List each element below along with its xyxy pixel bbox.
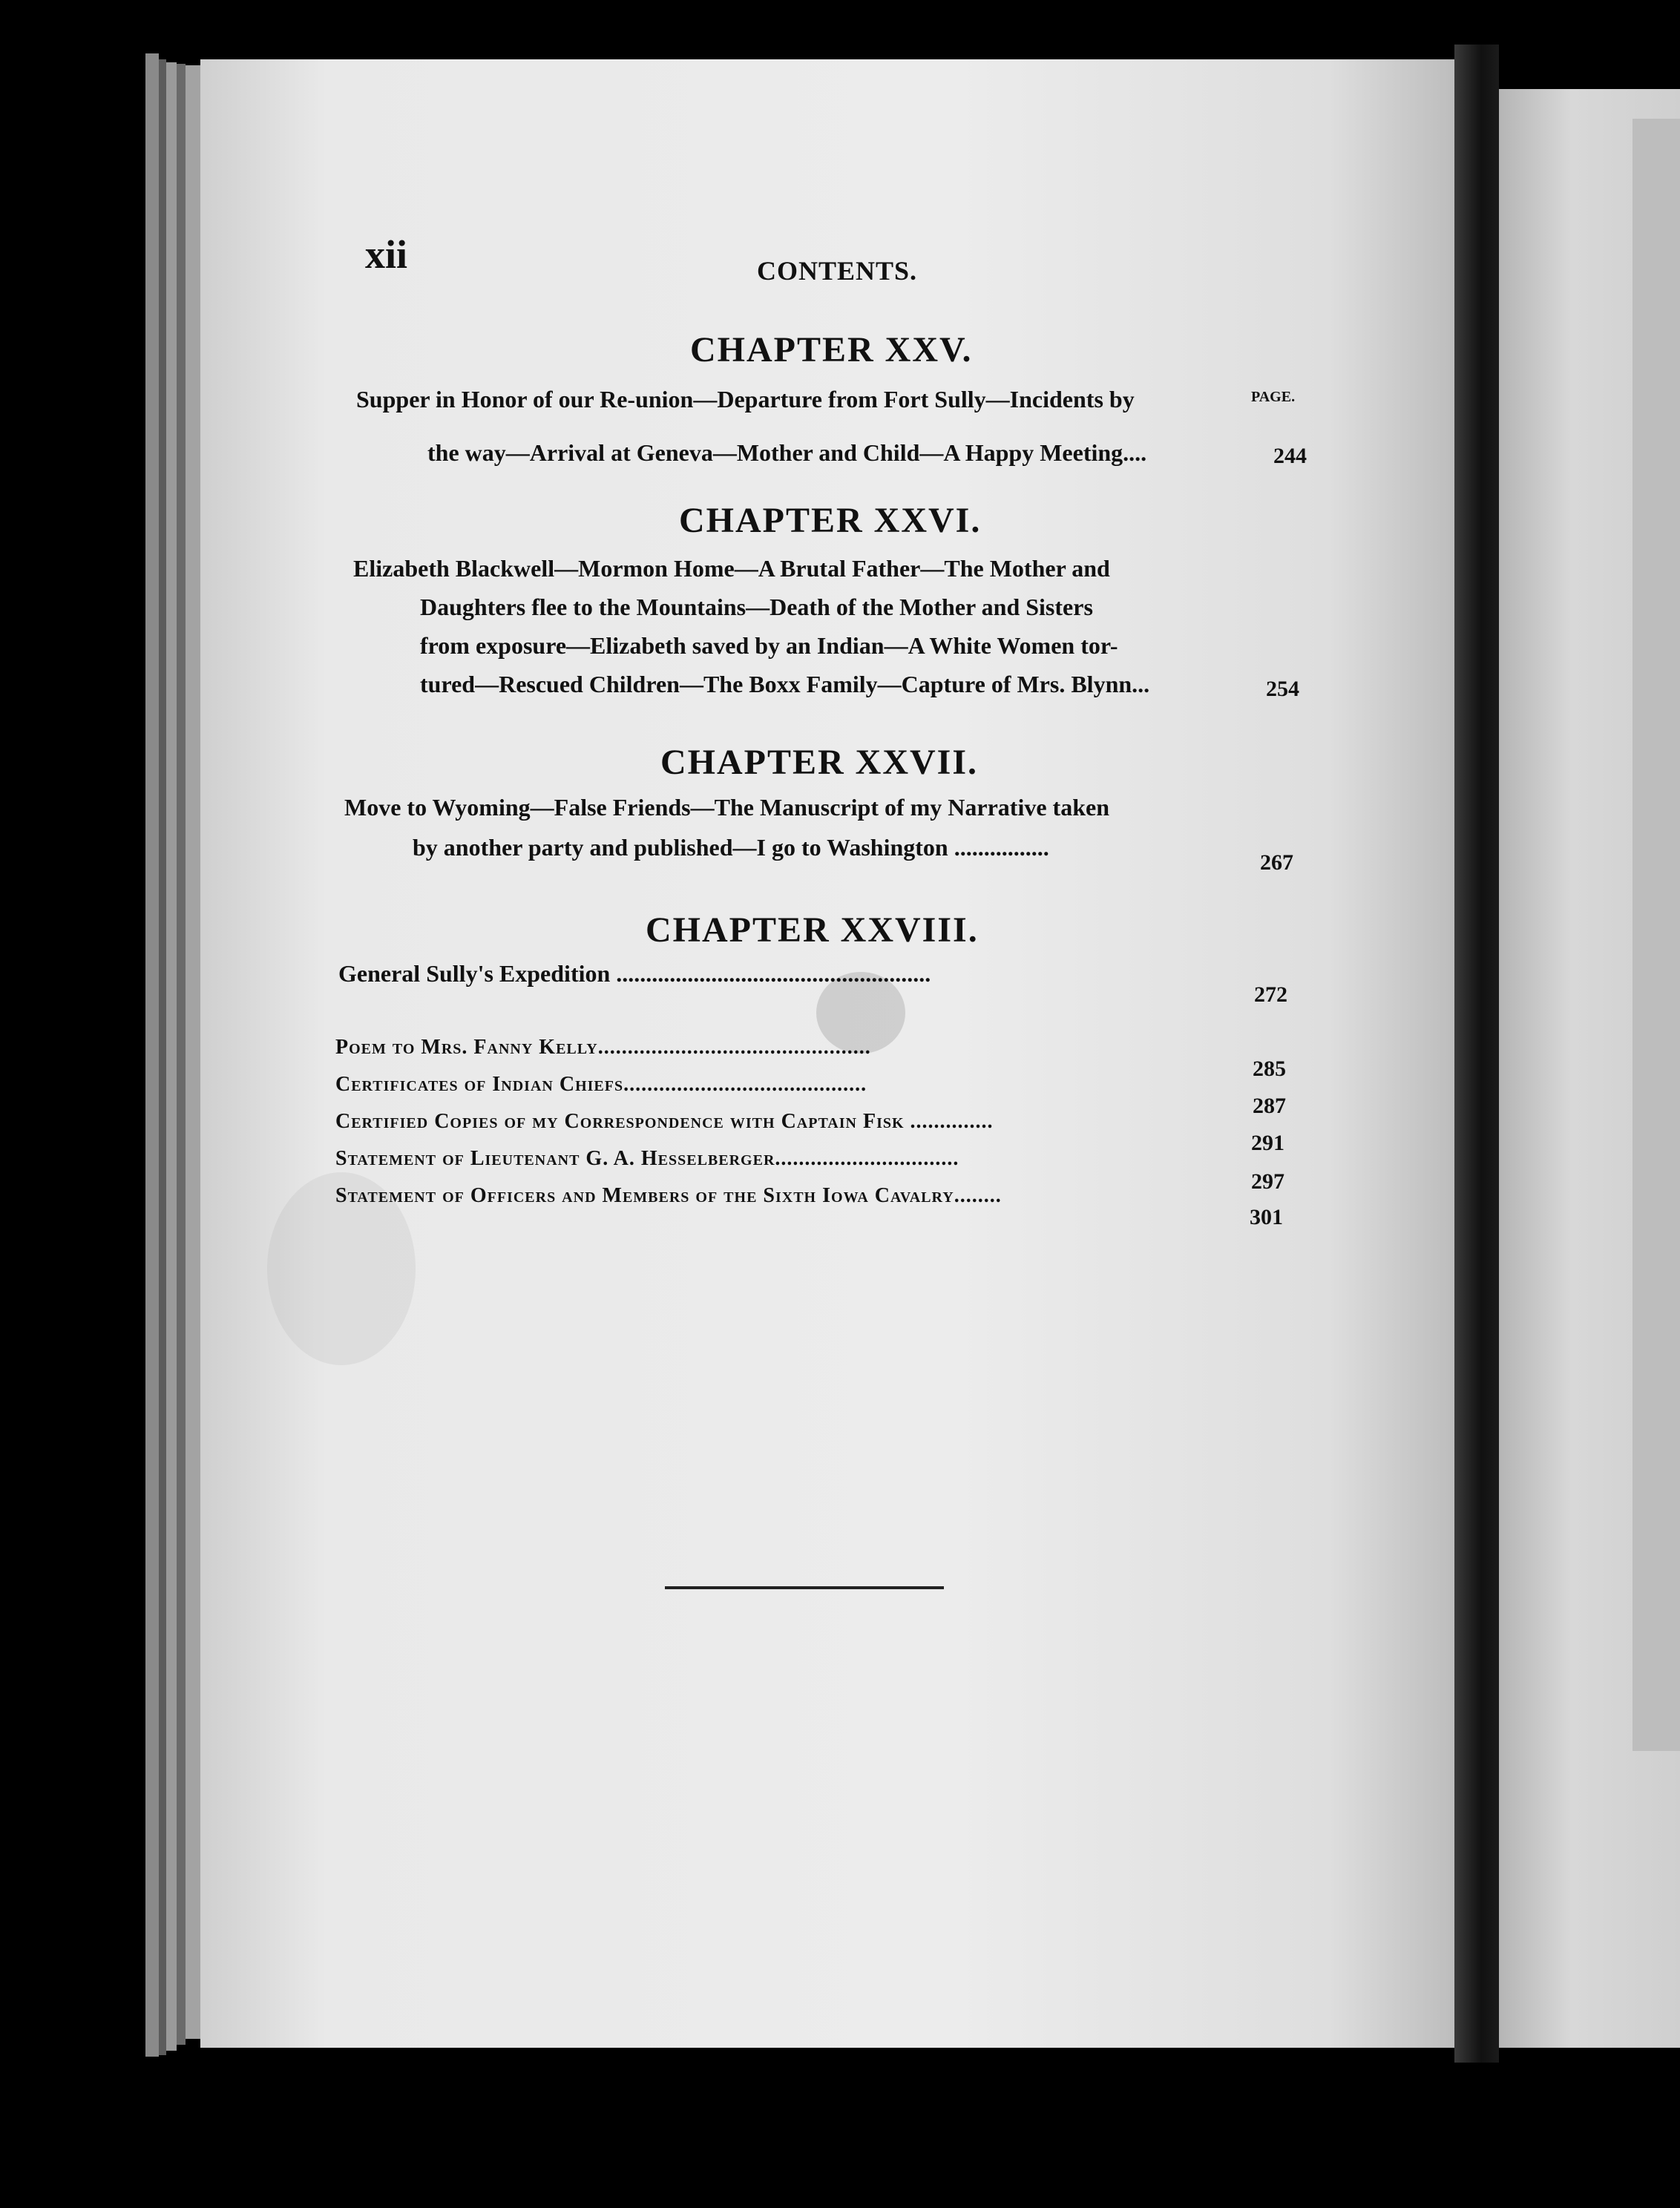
chapter-summary-line: from exposure—Elizabeth saved by an Indian—A White Women tor-: [420, 632, 1118, 659]
chapter-heading: CHAPTER XXV.: [690, 330, 973, 369]
chapter-summary-line: General Sully's Expedition .....................................................: [338, 960, 931, 987]
page-ref: 301: [1250, 1205, 1283, 1229]
chapter-heading: CHAPTER XXVII.: [660, 743, 979, 782]
page-ref: 291: [1251, 1131, 1284, 1155]
page-edge: [145, 53, 159, 2057]
chapter-summary-line: Supper in Honor of our Re-union—Departure from Fort Sully—Incidents by: [356, 386, 1135, 413]
appendix-entry: Statement of Officers and Members of the Sixth Iowa Cavalry........: [335, 1184, 1002, 1207]
chapter-summary-line: Elizabeth Blackwell—Mormon Home—A Brutal Father—The Mother and: [353, 555, 1110, 582]
page-ref: 285: [1253, 1057, 1286, 1081]
chapter-summary-line: tured—Rescued Children—The Boxx Family—Capture of Mrs. Blynn...: [420, 671, 1150, 697]
page-edge: [177, 64, 186, 2045]
page-edge: [159, 59, 166, 2055]
page-ref: 267: [1260, 850, 1293, 875]
appendix-entry: Statement of Lieutenant G. A. Hesselberger...............................: [335, 1147, 959, 1170]
page-ref: 254: [1266, 677, 1299, 701]
page-number: xii: [365, 232, 408, 277]
page-edge: [166, 62, 177, 2051]
facing-page-band: [1633, 119, 1680, 1751]
appendix-entry: Poem to Mrs. Fanny Kelly..............................................: [335, 1036, 871, 1059]
chapter-summary-line: Move to Wyoming—False Friends—The Manuscript of my Narrative taken: [344, 794, 1109, 821]
page-ref: 244: [1273, 444, 1307, 468]
chapter-summary-line: the way—Arrival at Geneva—Mother and Child—A Happy Meeting....: [427, 439, 1147, 466]
appendix-entry: Certified Copies of my Correspondence with Captain Fisk ..............: [335, 1110, 994, 1133]
chapter-heading: CHAPTER XXVIII.: [646, 910, 979, 950]
closing-rule: [665, 1586, 944, 1589]
chapter-heading: CHAPTER XXVI.: [679, 501, 982, 540]
chapter-summary-line: Daughters flee to the Mountains—Death of the Mother and Sisters: [420, 594, 1093, 620]
chapter-summary-line: by another party and published—I go to Washington ................: [413, 834, 1049, 861]
book-gutter: [1454, 45, 1499, 2063]
page-edge: [186, 65, 200, 2039]
page-column-label: PAGE.: [1251, 389, 1296, 405]
running-head: CONTENTS.: [757, 256, 918, 286]
page-ref: 272: [1254, 982, 1287, 1007]
appendix-entry: Certificates of Indian Chiefs.........................................: [335, 1073, 867, 1096]
page-ref: 287: [1253, 1094, 1286, 1118]
page-ref: 297: [1251, 1169, 1284, 1194]
